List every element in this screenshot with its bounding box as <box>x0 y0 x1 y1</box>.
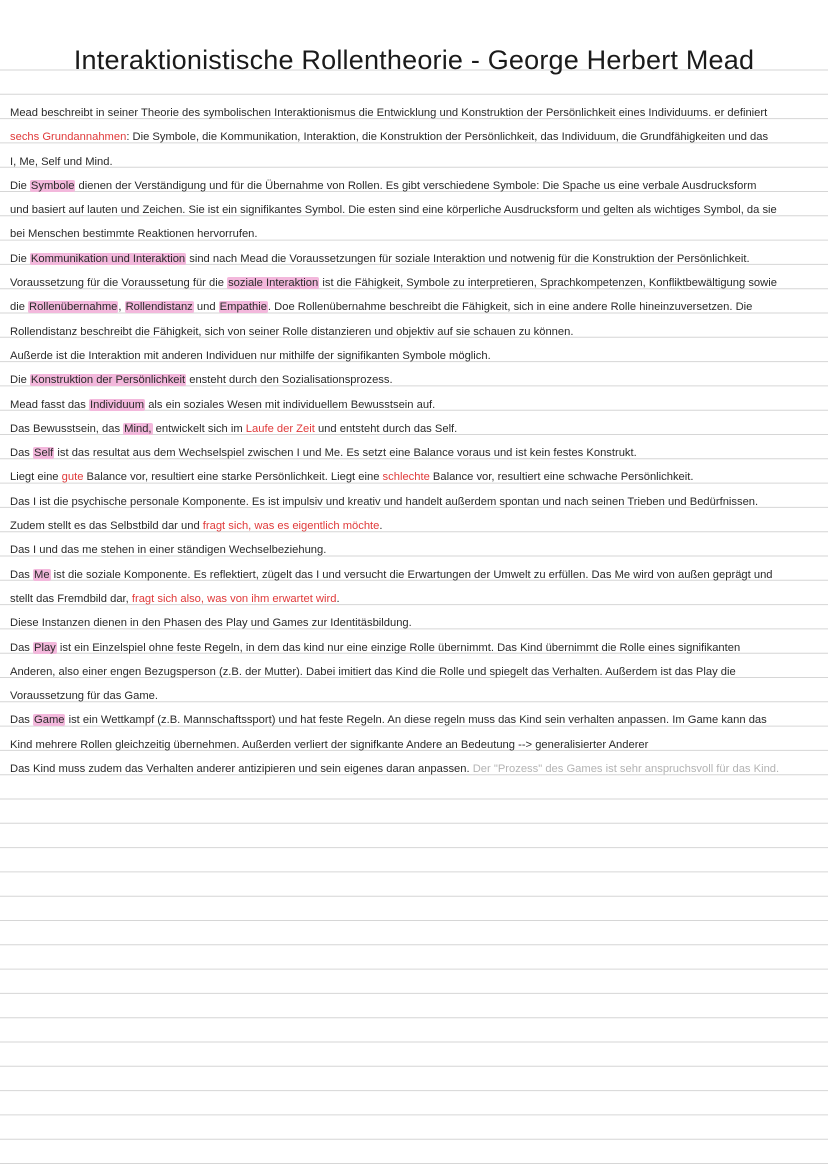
note-text: stellt das Fremdbild dar, <box>10 592 132 605</box>
note-text: bei Menschen bestimmte Reaktionen hervorrufen. <box>10 228 258 241</box>
note-line <box>10 441 816 465</box>
notes-body <box>10 101 816 781</box>
note-text: entwickelt sich im <box>152 422 246 435</box>
note-line <box>10 660 816 684</box>
note-line <box>10 344 816 368</box>
note-text: sind nach Mead die Voraussetzungen für soziale Interaktion und notwenig für die Konstruktion der Persönlichkeit. <box>186 252 750 265</box>
note-text: ist ein Wettkampf (z.B. Mannschaftssport) und hat feste Regeln. An diese regeln muss das Kind sein verhalten anpassen. Im Game kann das <box>65 714 767 727</box>
note-text: , <box>118 301 125 314</box>
note-line <box>10 538 816 562</box>
note-line <box>10 611 816 635</box>
note-text: ensteht durch den Sozialisationsprozess. <box>186 374 393 387</box>
note-text: Die <box>10 374 30 387</box>
note-line <box>10 708 816 732</box>
note-line <box>10 368 816 392</box>
red-annotation: sechs Grundannahmen <box>10 131 127 144</box>
note-text: die <box>10 301 29 314</box>
note-text: Kind mehrere Rollen gleichzeitig übernehmen. Außerden verliert der signifkante Andere an Bedeutung --> generalisierter Anderer <box>10 738 649 751</box>
highlighted-term: Mind, <box>124 422 152 435</box>
note-text: Diese Instanzen dienen in den Phasen des Play und Games zur Identitäsbildung. <box>10 617 412 630</box>
red-annotation: schlechte <box>382 471 430 484</box>
highlighted-term: Rollenübernahme <box>29 301 118 314</box>
note-text: Das <box>10 447 34 460</box>
note-line <box>10 417 816 441</box>
note-line <box>10 101 816 125</box>
note-text: Liegt eine <box>10 471 62 484</box>
note-text: . <box>379 520 383 533</box>
note-text: Das <box>10 714 34 727</box>
note-text: Voraussetzung für die Voraussetung für die <box>10 277 228 290</box>
note-text: ist ein Einzelspiel ohne feste Regeln, in dem das kind nur eine einzige Rolle übernimmt. Das Kind übernimmt die Rolle eines signifikanten <box>56 641 741 654</box>
note-text: : Die Symbole, die Kommunikation, Interaktion, die Konstruktion der Persönlichkeit, das Individuum, die Grundfähigkeiten und das <box>126 131 769 144</box>
note-line <box>10 174 816 198</box>
note-text: und <box>193 301 219 314</box>
red-annotation: fragt sich also, was von ihm erwartet wird <box>131 592 337 605</box>
grey-text: Der "Prozess" des Games ist sehr anspruchsvoll für das Kind. <box>472 763 780 776</box>
note-line <box>10 247 816 271</box>
note-text: Das <box>10 568 34 581</box>
note-text: Zudem stellt es das Selbstbild dar und <box>10 520 203 533</box>
note-line <box>10 393 816 417</box>
note-text: dienen der Verständigung und für die Übernahme von Rollen. Es gibt verschiedene Symbole: Die Spache us eine verbale Ausdrucksform <box>75 179 757 192</box>
note-text: Die <box>10 252 30 265</box>
note-line <box>10 563 816 587</box>
note-text: . Doe Rollenübernahme beschreibt die Fähigkeit, sich in eine andere Rolle hineinzuversetzen. Die <box>267 301 753 314</box>
page-title: Interaktionistische Rollentheorie - George Herbert Mead <box>73 45 755 75</box>
note-text: Die <box>10 179 30 192</box>
note-line <box>10 198 816 222</box>
note-line <box>10 636 816 660</box>
note-text: und basiert auf lauten und Zeichen. Sie ist ein signifikantes Symbol. Die esten sind eine körperliche Ausdrucksform und gelten als wichtiges Symbol, da sie <box>10 204 777 217</box>
note-line <box>10 514 816 538</box>
note-line <box>10 490 816 514</box>
note-text: . <box>336 592 340 605</box>
note-line <box>10 295 816 319</box>
note-line <box>10 150 816 174</box>
red-annotation: Laufe der Zeit <box>245 422 315 435</box>
note-line <box>10 320 816 344</box>
note-text: Das Kind muss zudem das Verhalten anderer antizipieren und sein eigenes daran anpassen. <box>10 763 473 776</box>
highlighted-term: Individuum <box>89 398 145 411</box>
note-text: ist das resultat aus dem Wechselspiel zwischen I und Me. Es setzt eine Balance voraus und ist kein festes Konstrukt. <box>54 447 637 460</box>
note-line <box>10 757 816 781</box>
highlighted-term: soziale Interaktion <box>228 277 319 290</box>
note-line <box>10 733 816 757</box>
highlighted-term: Rollendistanz <box>125 301 193 314</box>
note-line <box>10 222 816 246</box>
note-line <box>10 587 816 611</box>
note-text: I, Me, Self und Mind. <box>10 155 113 168</box>
red-annotation: gute <box>61 471 84 484</box>
note-line <box>10 684 816 708</box>
note-text: Das I und das me stehen in einer ständigen Wechselbeziehung. <box>10 544 327 557</box>
highlighted-term: Kommunikation und Interaktion <box>30 252 186 265</box>
note-text: Rollendistanz beschreibt die Fähigkeit, sich von seiner Rolle distanzieren und objektiv auf sie schauen zu können. <box>10 325 574 338</box>
highlighted-term: Symbole <box>30 179 75 192</box>
note-text: als ein soziales Wesen mit individuellem Bewusstsein auf. <box>145 398 436 411</box>
note-text: Anderen, also einer engen Bezugsperson (z.B. der Mutter). Dabei imitiert das Kind die Rolle und spiegelt das Verhalten. Außerdem ist das Play die <box>10 665 736 678</box>
red-annotation: fragt sich, was es eigentlich möchte <box>202 520 380 533</box>
note-text: und entsteht durch das Self. <box>314 422 458 435</box>
note-text: Das I ist die psychische personale Komponente. Es ist impulsiv und kreativ und handelt außerdem spontan und nach seinen Trieben und Bedürfnissen. <box>10 495 759 508</box>
note-text: Mead beschreibt in seiner Theorie des symbolischen Interaktionismus die Entwicklung und Konstruktion der Persönlichkeit eines Individuums. er definiert <box>10 107 768 119</box>
note-text: Voraussetzung für das Game. <box>10 690 159 703</box>
note-line <box>10 125 816 149</box>
highlighted-term: Empathie <box>219 301 267 314</box>
highlighted-term: Game <box>34 714 65 727</box>
highlighted-term: Play <box>34 641 56 654</box>
note-text: Balance vor, resultiert eine schwache Persönlichkeit. <box>429 471 694 484</box>
note-text: ist die Fähigkeit, Symbole zu interpretieren, Sprachkompetenzen, Konfliktbewältigung sowie <box>319 277 777 290</box>
note-text: Mead fasst das <box>10 398 89 411</box>
highlighted-term: Konstruktion der Persönlichkeit <box>30 374 186 387</box>
note-text: ist die soziale Komponente. Es reflektiert, zügelt das I und versucht die Erwartungen der Umwelt zu erfüllen. Das Me wird von außen geprägt und <box>50 568 773 581</box>
note-line <box>10 271 816 295</box>
note-line <box>10 465 816 489</box>
note-text: Außerde ist die Interaktion mit anderen Individuen nur mithilfe der signifikanten Symbole möglich. <box>10 349 491 362</box>
note-text: Das <box>10 641 34 654</box>
highlighted-term: Me <box>34 568 50 581</box>
note-text: Balance vor, resultiert eine starke Persönlichkeit. Liegt eine <box>83 471 383 484</box>
highlighted-term: Self <box>34 447 54 460</box>
note-text: Das Bewusstsein, das <box>10 422 124 435</box>
